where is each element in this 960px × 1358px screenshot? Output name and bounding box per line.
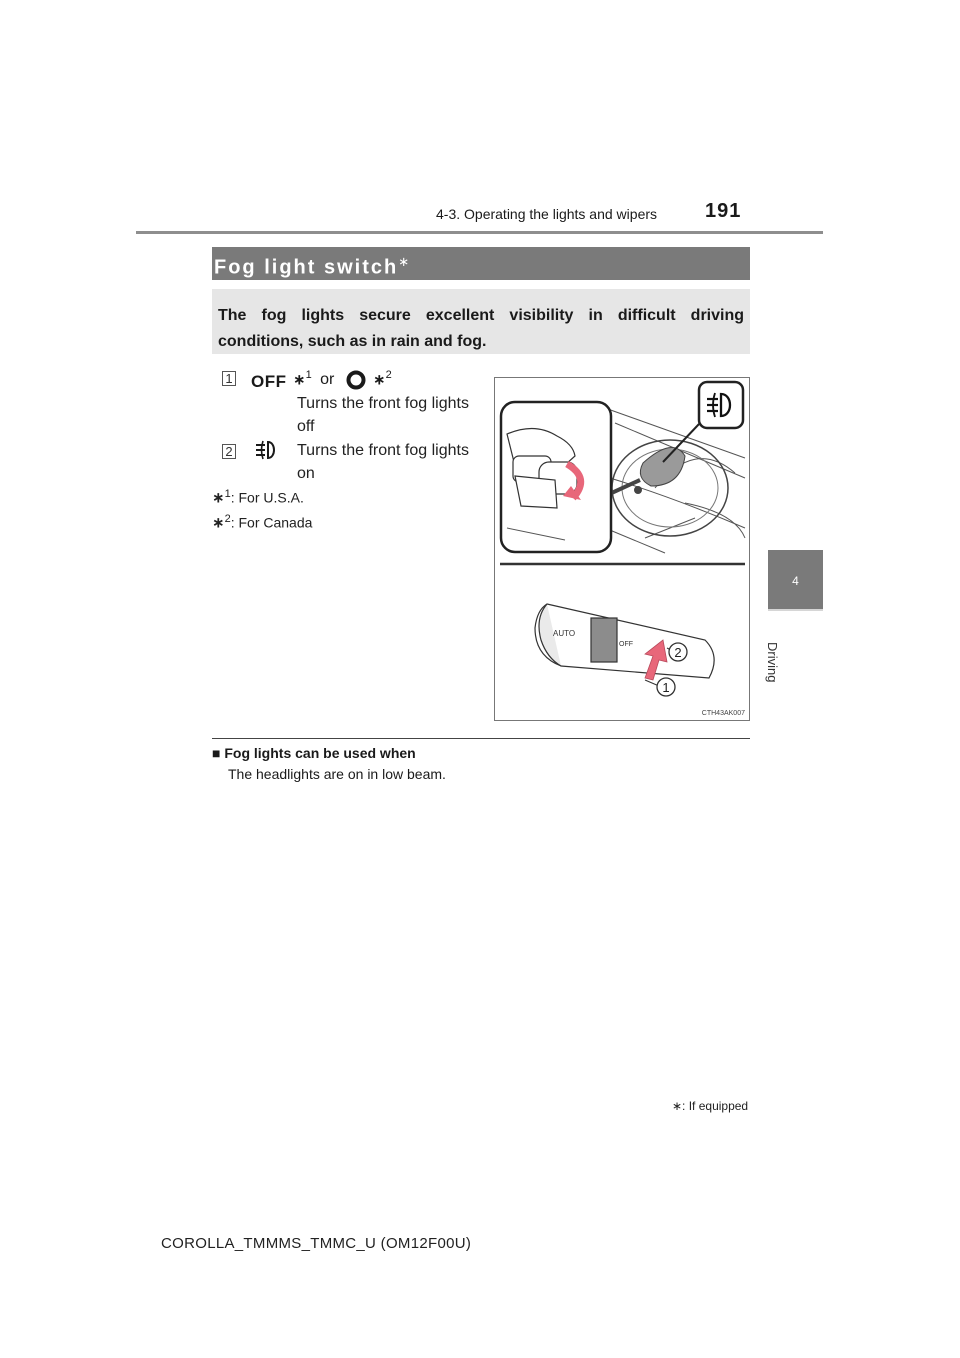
chapter-number: 4	[792, 574, 799, 588]
callout-1: 1	[662, 680, 670, 695]
if-equipped-marker: ∗	[398, 254, 410, 269]
step-1-canada-marker: ∗$^2$	[373, 369, 392, 389]
step-number-1: 1	[222, 371, 236, 386]
fog-light-off-ring-icon	[345, 369, 367, 391]
page-number: 191	[705, 200, 742, 222]
intro-text: The fog lights secure excellent visibility in difficult driving conditions, such as in rain and fog.	[218, 307, 744, 350]
section-title: 4-3. Operating the lights and wipers	[436, 206, 658, 222]
svg-text:AUTO: AUTO	[553, 629, 576, 638]
callout-2: 2	[674, 645, 682, 660]
document-footer: COROLLA_TMMMS_TMMC_U (OM12F00U)	[161, 1235, 472, 1252]
chapter-name: Driving	[765, 642, 780, 683]
step-2-description: Turns the front fog lights on	[297, 442, 469, 482]
figure-code: CTH43AK007	[701, 710, 745, 717]
front-fog-light-icon	[254, 439, 280, 461]
bullet-square-icon: ■	[212, 745, 221, 761]
footnote-canada: ∗$^2$: For Canada	[212, 513, 313, 532]
step-number-2: 2	[222, 444, 236, 459]
bullet-body: The headlights are on in low beam.	[228, 766, 446, 782]
svg-text:OFF: OFF	[619, 641, 633, 648]
chapter-tab-divider	[768, 609, 823, 611]
section-divider	[212, 738, 750, 739]
page-title: Fog light switch∗	[214, 254, 410, 279]
step-1-description: Turns the front fog lights off	[297, 395, 469, 435]
step-1-variant-label: ∗$^1$ or	[293, 369, 335, 389]
if-equipped-note: ∗: If equipped	[672, 1099, 749, 1113]
header-divider	[136, 231, 823, 234]
bullet-heading: ■ Fog lights can be used when	[212, 745, 416, 761]
off-symbol: OFF	[251, 372, 287, 391]
figure-illustration	[495, 378, 749, 720]
footnote-usa: ∗$^1$: For U.S.A.	[212, 488, 304, 507]
fog-light-switch-figure	[494, 377, 750, 721]
